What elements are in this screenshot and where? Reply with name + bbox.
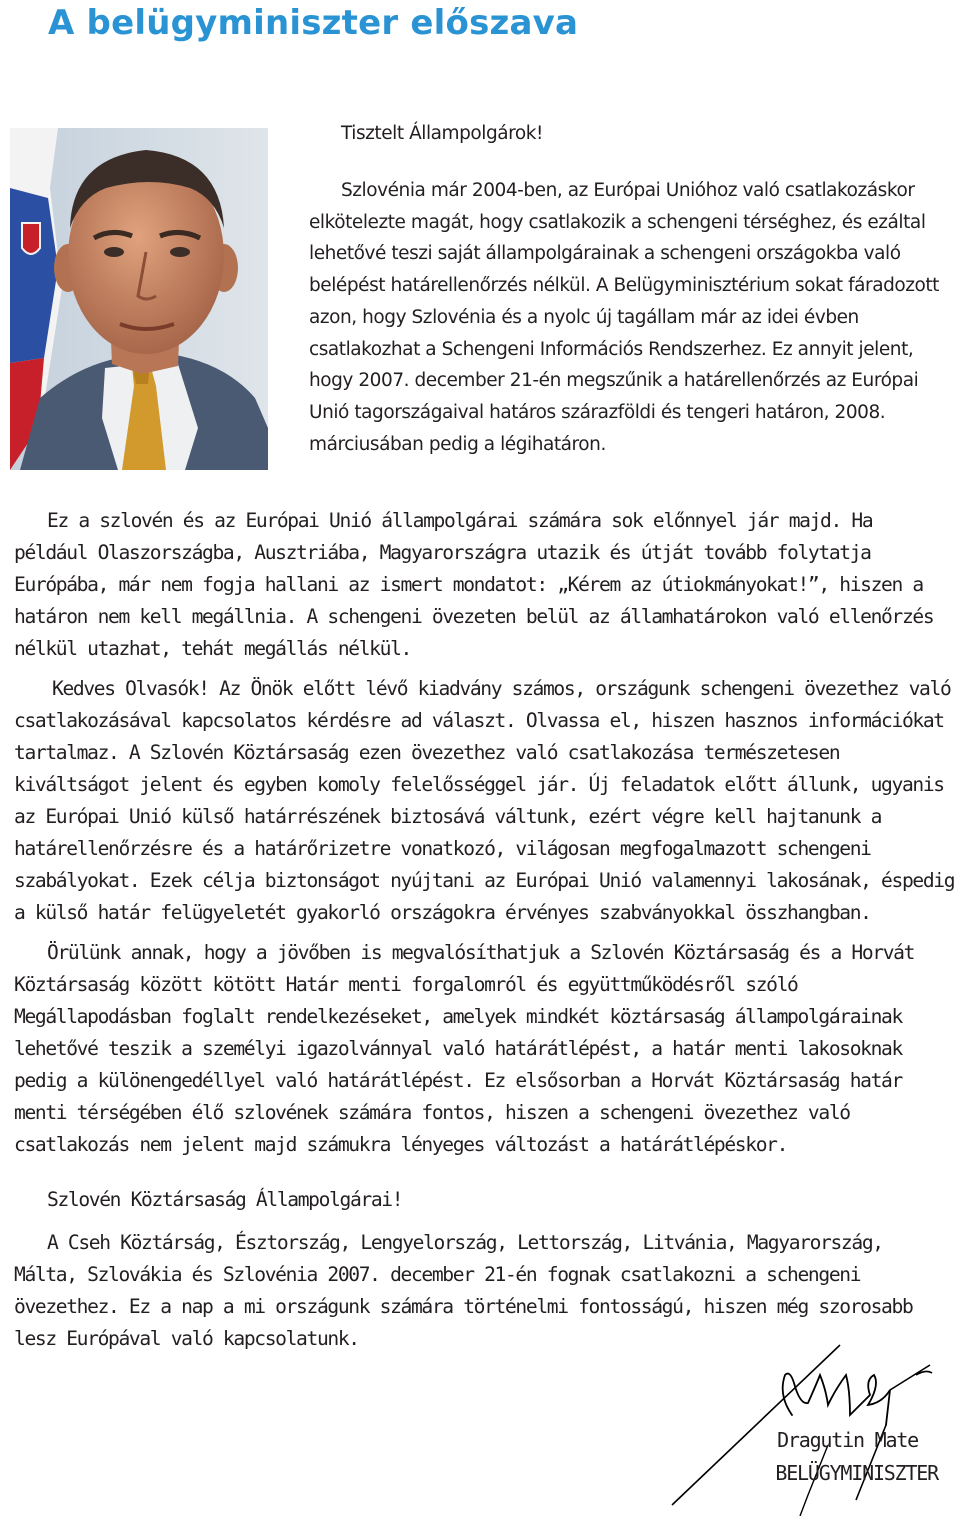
minister-portrait [10, 128, 268, 470]
salutation: Tisztelt Állampolgárok! [341, 123, 544, 144]
page-title: A belügyminiszter előszava [48, 3, 579, 43]
signature-position: BELÜGYMINISZTER [775, 1461, 938, 1485]
intro-paragraph: Szlovénia már 2004-ben, az Európai Unióhoz való csatlakozáskor elkötelezte magát, hogy csatlakozik a schengeni térséghez, és ezáltal lehetővé teszi saját állampolgárainak a schengeni országokba való belépést határellenőrzés nélkül. A Belügyminisztérium sokat fáradozott azon, hogy Szlovénia és a nyolc új tagállam már az idei évben csatlakozhat a Schengeni Információs Rendszerhez. Ez annyit jelent, hogy 2007. december 21-én megszűnik a határellenőrzés az Európai Unió tagországaival határos szárazföldi és tengeri határon, 2008. márciusában pedig a légihatáron. [309, 180, 939, 455]
portrait-image [10, 128, 268, 470]
paragraph-3: Kedves Olvasók! Az Önök előtt lévő kiadvány számos, országunk schengeni övezethez való csatlakozásával kapcsolatos kérdésre ad választ. Olvassa el, hiszen hasznos információkat tartalmaz. A Szlovén Köztársaság ezen övezethez való csatlakozása természetesen kiváltságot jelent és egyben komoly felelősséggel jár. Új feladatok előtt állunk, ugyanis az Európai Unió külső határrészének biztosává váltunk, ezért végre kell hajtanunk a határellenőrzésre és a határőrizetre vonatkozó, világosan megfogalmazott schengeni szabályokat. Ezek célja biztonságot nyújtani az Európai Unió valamennyi lakosának, éspedig a külső határ felügyeletét gyakorló országokra érvényes szabványokkal összhangban. [14, 677, 955, 924]
paragraph-6: A Cseh Köztárság, Észtország, Lengyelország, Lettország, Litvánia, Magyarország, Málta, Szlovákia és Szlovénia 2007. december 21-én fognak csatlakozni a schengeni övezethez. Ez a nap a mi országunk számára történelmi fontosságú, hiszen még szorosabb lesz Európával való kapcsolatunk. [14, 1231, 913, 1350]
signature-name: Dragutin Mate [777, 1428, 918, 1452]
paragraph-4: Örülünk annak, hogy a jövőben is megvalósíthatjuk a Szlovén Köztársaság és a Horvát Köztársaság között kötött Határ menti forgalomról és együttműködésről szóló Megállapodásban foglalt rendelkezéseket, amelyek mindkét köztársaság állampolgárainak lehetővé teszik a személyi igazolvánnyal való határátlépést, a határ menti lakosoknak pedig a különengedéllyel való határátlépést. Ez elsősorban a Horvát Köztársaság határ menti térségében élő szlovének számára fontos, hiszen a schengeni övezethez való csatlakozás nem jelent majd számukra lényeges változást a határátlépéskor. [14, 941, 915, 1156]
paragraph-5: Szlovén Köztársaság Állampolgárai! [47, 1188, 403, 1211]
paragraph-2: Ez a szlovén és az Európai Unió állampolgárai számára sok előnnyel jár majd. Ha például Olaszországba, Ausztriába, Magyarországra utazik és útját tovább folytatja Európába, már nem fogja hallani az ismert mondatot: „Kérem az útiokmányokat!”, hiszen a határon nem kell megállnia. A schengeni övezeten belül az államhatárokon való ellenőrzés nélkül utazhat, tehát megállás nélkül. [14, 509, 934, 660]
